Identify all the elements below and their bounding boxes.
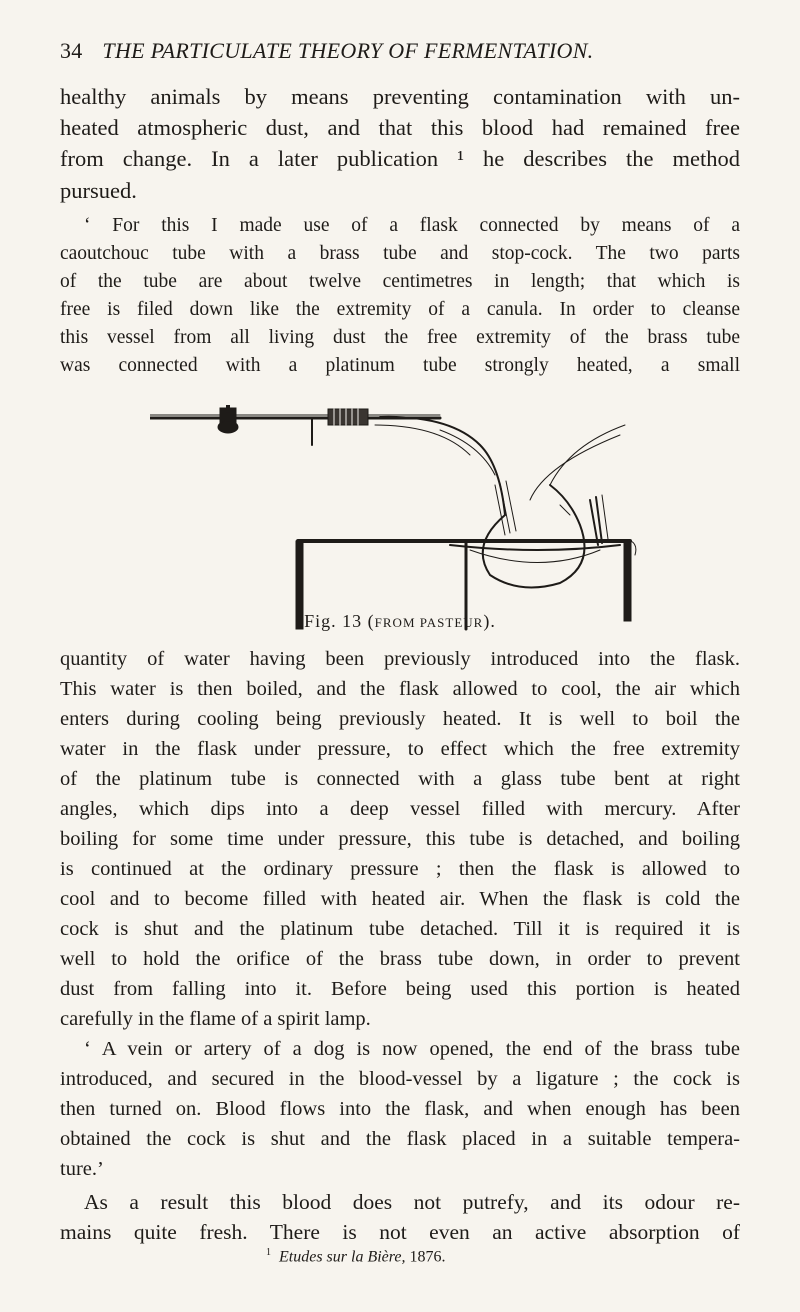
caption-source bbox=[375, 615, 484, 630]
para1-line: healthy animals by means preventing contamination with un- bbox=[60, 84, 740, 109]
quote1-line: this vessel from all living dust the free extremity of the brass tube bbox=[60, 327, 740, 348]
quote2-line: cool and to become filled with heated air. When the flask is cold the bbox=[60, 888, 740, 910]
figure-caption bbox=[0, 611, 800, 632]
quote2-line: cock is shut and the platinum tube detached. Till it is required it is bbox=[60, 918, 740, 940]
footnote-marker: 1 bbox=[266, 1247, 271, 1258]
quote2-line: water in the flask under pressure, to effect which the free extremity bbox=[60, 738, 740, 760]
quote1-line: ‘ For this I made use of a flask connected by means of a bbox=[84, 215, 740, 236]
para1-line: from change. In a later publication ¹ he describes the method bbox=[60, 146, 740, 171]
footnote bbox=[266, 1247, 446, 1266]
quote2-line: angles, which dips into a deep vessel filled with mercury. After bbox=[60, 798, 740, 820]
page-number: 34 bbox=[60, 38, 83, 63]
quote2-line: of the platinum tube is connected with a glass tube bent at right bbox=[60, 768, 740, 790]
quote3-line: introduced, and secured in the blood-vessel by a ligature ; the cock is bbox=[60, 1068, 740, 1090]
quote3-line: ture.’ bbox=[60, 1158, 104, 1180]
running-title: THE PARTICULATE THEORY OF FERMENTATION. bbox=[102, 38, 594, 63]
footnote-year: 1876. bbox=[409, 1248, 446, 1266]
quote2-line: boiling for some time under pressure, this tube is detached, and boiling bbox=[60, 828, 740, 850]
para2-line: mains quite fresh. There is not even an active absorption of bbox=[60, 1220, 740, 1244]
quote3-line: then turned on. Blood flows into the flask, and when enough has been bbox=[60, 1098, 740, 1120]
caption-source-text: FROM PASTEUR bbox=[374, 615, 484, 630]
quote2-line: is continued at the ordinary pressure ; then the flask is allowed to bbox=[60, 858, 740, 880]
para2-line: As a result this blood does not putrefy, and its odour re- bbox=[84, 1190, 740, 1214]
running-header bbox=[60, 38, 740, 64]
quote1-line: caoutchouc tube with a brass tube and stop-cock. The two parts bbox=[60, 243, 740, 264]
caption-prefix: Fig. 13 ( bbox=[304, 611, 375, 631]
para1-line: heated atmospheric dust, and that this blood had remained free bbox=[60, 115, 740, 140]
quote1-line: was connected with a platinum tube strongly heated, a small bbox=[60, 355, 740, 376]
caption-suffix: ). bbox=[483, 611, 496, 631]
quote2-line: enters during cooling being previously heated. It is well to boil the bbox=[60, 708, 740, 730]
quote2-line: This water is then boiled, and the flask allowed to cool, the air which bbox=[60, 678, 740, 700]
quote3-line: obtained the cock is shut and the flask placed in a suitable tempera- bbox=[60, 1128, 740, 1150]
quote2-line: dust from falling into it. Before being used this portion is heated bbox=[60, 978, 740, 1000]
quote1-line: free is filed down like the extremity of a canula. In order to cleanse bbox=[60, 299, 740, 320]
para1-line: pursued. bbox=[60, 178, 137, 203]
quote3-line: ‘ A vein or artery of a dog is now opened, the end of the brass tube bbox=[84, 1038, 740, 1060]
apparatus-illustration bbox=[150, 405, 650, 635]
quote2-line: quantity of water having been previously introduced into the flask. bbox=[60, 648, 740, 670]
footnote-work: Etudes sur la Bière, bbox=[279, 1248, 406, 1266]
quote2-line: well to hold the orifice of the brass tube down, in order to prevent bbox=[60, 948, 740, 970]
quote1-line: of the tube are about twelve centimetres in length; that which is bbox=[60, 271, 740, 292]
quote2-line: carefully in the flame of a spirit lamp. bbox=[60, 1008, 371, 1030]
